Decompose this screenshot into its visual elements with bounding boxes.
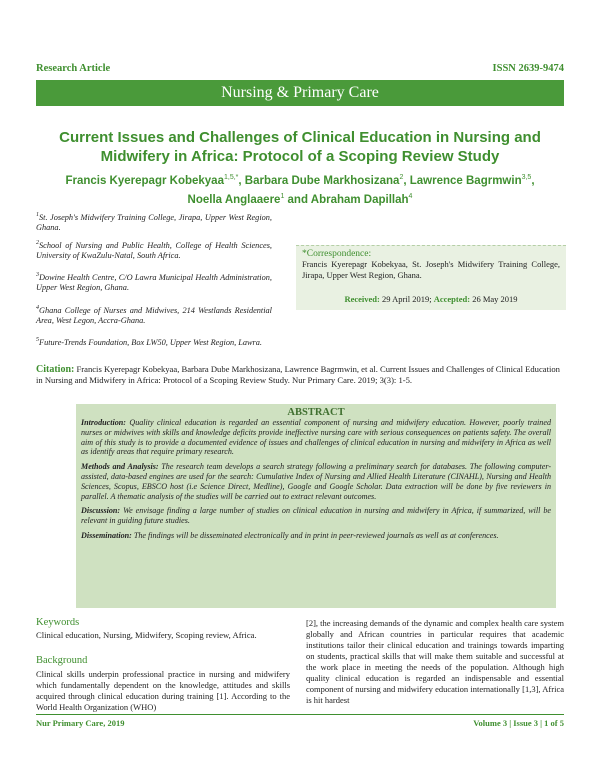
received-date: 29 April 2019; — [379, 294, 434, 304]
abstract-heading: ABSTRACT — [287, 407, 345, 418]
affiliation-sup: 5 — [36, 337, 39, 343]
affiliation-text: Future-Trends Foundation, Box LW50, Upper West Region, Lawra. — [39, 337, 263, 347]
background-text: Clinical skills underpin professional practice in nursing and midwifery which fundamentally dependent on the knowledge, attitudes and skills acquired through clinical education during training [1]. According to the World Health Organization (WHO) — [36, 669, 290, 712]
footer-journal: Nur Primary Care, 2019 — [36, 718, 125, 728]
author-sup: 2 — [399, 174, 404, 181]
footer-divider — [36, 714, 564, 715]
affiliation-sup: 1 — [36, 212, 39, 218]
abstract-label: Dissemination: — [81, 530, 132, 540]
affiliation-text: Dowine Health Centre, C/O Lawra Municipal Health Administration, Upper West Region, Ghana. — [36, 272, 272, 293]
abstract-text: The research team develops a search strategy following a preliminary search for databases. The following computer-assisted, data-based engines are used for the search: Cumulative Index of Nursing and Allied Health Literature (CINAHL), Nursing and Health Sciences, Scopus, EBSCO host (i.e Science Direct, Medline), Google and Google Scholar. Data extraction will be done by five reviewers in parallel. A thematic analysis of the studies will be carried out to extract relevant outcomes. — [81, 462, 552, 501]
issn-label: ISSN 2639-9474 — [492, 63, 564, 74]
author-sup: 1,5,* — [223, 174, 239, 181]
keywords-text: Clinical education, Nursing, Midwifery, Scoping review, Africa. — [36, 630, 257, 640]
affiliation — [36, 210, 272, 234]
article-dates — [302, 294, 560, 304]
correspondence-box — [296, 245, 566, 310]
affiliation-text: St. Joseph's Midwifery Training College, Jirapa, Upper West Region, Ghana. — [36, 212, 272, 233]
author-sup: 3,5 — [521, 174, 532, 181]
abstract-text: The findings will be disseminated electronically and in print in peer-reviewed journals as well as at conferences. — [131, 530, 499, 540]
author-name: Noella Anglaaere — [187, 193, 281, 206]
abstract-paragraph — [81, 506, 551, 526]
accepted-date: 26 May 2019 — [470, 294, 518, 304]
received-label: Received: — [344, 294, 380, 304]
citation-label: Citation: — [36, 364, 75, 375]
journal-banner: Nursing & Primary Care — [36, 80, 564, 106]
keywords-heading: Keywords — [36, 617, 80, 628]
abstract-paragraph — [81, 531, 551, 541]
article-title: Current Issues and Challenges of Clinical Education in Nursing and Midwifery in Africa: Protocol of a Scoping Review Study — [59, 129, 541, 165]
correspondence-text: Francis Kyerepagr Kobekyaa, St. Joseph's Midwifery Training College, Jirapa, Upper West Region, Ghana. — [302, 259, 560, 280]
affiliation — [36, 270, 272, 294]
affiliation-sup: 3 — [36, 272, 39, 278]
author-sep: , — [238, 174, 245, 187]
affiliation — [36, 335, 272, 348]
abstract-label: Discussion: — [81, 506, 121, 516]
author-name: Francis Kyerepagr Kobekyaa — [65, 174, 224, 187]
author-name: Lawrence Bagrmwin — [409, 174, 522, 187]
accepted-label: Accepted: — [433, 294, 471, 304]
background-heading: Background — [36, 655, 88, 666]
affiliation-text: Ghana College of Nurses and Midwives, 214 Westlands Residential Area, West Legon, Accra-Ghana. — [36, 305, 272, 326]
abstract-text: We envisage finding a large number of studies on clinical education in nursing and midwifery in Africa, if summarized, will be relevant in guiding future studies. — [81, 506, 551, 526]
abstract-box — [76, 404, 556, 608]
article-type-label: Research Article — [36, 63, 111, 74]
affiliation — [36, 303, 272, 327]
author-list — [50, 170, 550, 208]
right-column-text: [2], the increasing demands of the dynamic and complex health care system globally and African countries in particular requires that academic institutions tailor their clinical education and trainings towards imparting on students, practical skills that will make them suitable and successful at the work place in meeting the needs of the population. Although high quality clinical education is regarded an indispensable and essential component of nursing and midwifery education internationally [1,3], Africa is hit hardest — [306, 618, 564, 705]
author-sep: and — [284, 193, 311, 206]
affiliation-sup: 4 — [36, 305, 39, 311]
citation-text: Francis Kyerepagr Kobekyaa, Barbara Dube Markhosizana, Lawrence Bagrmwin, et al. Current Issues and Challenges of Clinical Education in Nursing and Midwifery in Africa: Protocol of a Scoping Review Study. Nur Primary Care. 2019; 3(3): 1-5. — [36, 364, 560, 385]
abstract-paragraph — [81, 418, 551, 457]
abstract-text: Quality clinical education is regarded an essential component of nursing and midwifery education. However, poorly trained nurses or midwives with skills and knowledge deficits provide ineffective nursing care with serious consequences on patients safety. The overall aim of this study is to provide a documented evidence of issues and challenges of clinical education in nursing and midwifery in Africa as well as identify areas that require primary research. — [81, 418, 551, 457]
author-sep: , — [531, 174, 535, 187]
correspondence-heading: *Correspondence: — [302, 249, 372, 259]
author-sep: , — [403, 174, 410, 187]
author-sup: 4 — [408, 192, 413, 200]
abstract-label: Methods and Analysis: — [81, 462, 159, 472]
affiliation-text: School of Nursing and Public Health, College of Health Sciences, University of KwaZulu-Natal, South Africa. — [36, 240, 272, 261]
affiliation-sup: 2 — [36, 240, 39, 246]
author-sup: 1 — [280, 192, 285, 200]
author-name: Abraham Dapillah — [310, 193, 409, 206]
citation — [36, 364, 564, 386]
author-name: Barbara Dube Markhosizana — [244, 174, 400, 187]
abstract-paragraph — [81, 462, 551, 501]
footer-page-info: Volume 3 | Issue 3 | 1 of 5 — [473, 718, 564, 728]
affiliation — [36, 238, 272, 262]
abstract-label: Introduction: — [81, 418, 126, 427]
